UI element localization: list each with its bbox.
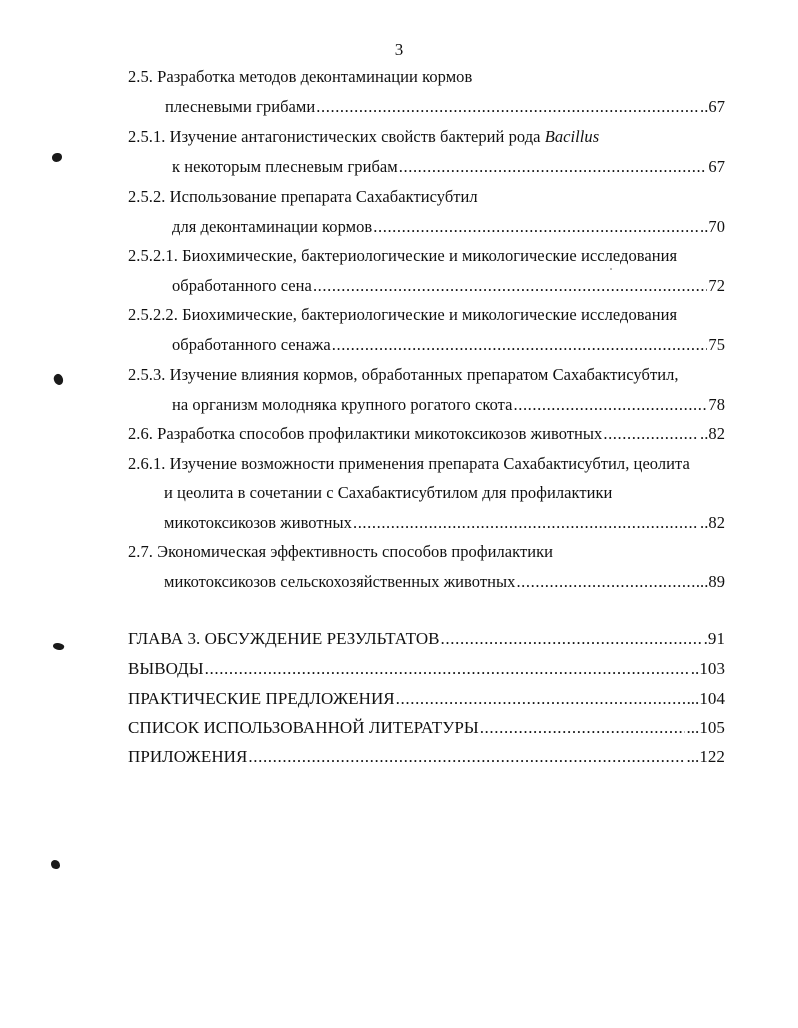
toc-page-number: ...105 — [686, 718, 725, 737]
dot-leader — [316, 97, 699, 117]
toc-chapter-title: ГЛАВА 3. ОБСУЖДЕНИЕ РЕЗУЛЬТАТОВ — [128, 629, 440, 648]
binder-hole-mark — [52, 641, 65, 651]
toc-entry-2-7-cont[interactable] — [164, 572, 725, 592]
toc-entry-2-5-2-1-title: 2.5.2.1. Биохимические, бактериологические и микологические исследования — [128, 246, 678, 265]
toc-page-number: 75 — [708, 335, 725, 354]
toc-entry-2-5-1-title — [128, 127, 599, 147]
dot-leader — [353, 513, 699, 533]
toc-chapter-conclusions[interactable] — [128, 659, 725, 679]
toc-entry-2-6-1-line2: и цеолита в сочетании с Сахабактисубтилом для профилактики — [164, 483, 613, 502]
toc-chapter-title: ВЫВОДЫ — [128, 659, 204, 678]
toc-entry-text: 2.6. Разработка способов профилактики микотоксикозов животных — [128, 424, 603, 443]
toc-entry-text: микотоксикозов животных — [164, 513, 352, 532]
toc-page-number: ..82 — [700, 424, 725, 443]
toc-entry-text: на организм молодняка крупного рогатого скота — [172, 395, 513, 414]
toc-page-number: ...122 — [686, 747, 725, 766]
toc-chapter-title: СПИСОК ИСПОЛЬЗОВАННОЙ ЛИТЕРАТУРЫ — [128, 718, 479, 737]
toc-page-number: 72 — [708, 276, 725, 295]
scan-speck — [610, 268, 612, 270]
dot-leader — [603, 424, 699, 444]
dot-leader — [480, 718, 686, 738]
toc-entry-text: плесневыми грибами — [165, 97, 316, 116]
toc-entry-text: 2.5.1. Изучение антагонистических свойств бактерий рода — [128, 127, 545, 146]
toc-page-number: ..82 — [700, 513, 725, 532]
toc-page-number: ..104 — [690, 689, 725, 708]
toc-entry-text: микотоксикозов сельскохозяйственных животных — [164, 572, 516, 591]
toc-page-number: ..70 — [700, 217, 725, 236]
toc-entry-2-6[interactable] — [128, 424, 725, 444]
toc-page-number: 67 — [708, 157, 725, 176]
toc-entry-2-5-1-cont[interactable] — [172, 157, 725, 177]
toc-entry-text: обработанного сена — [172, 276, 312, 295]
toc-entry-2-5-3-cont[interactable] — [172, 395, 725, 415]
toc-entry-italic: Bacillus — [544, 127, 600, 146]
dot-leader — [205, 659, 690, 679]
dot-leader — [396, 689, 690, 709]
dot-leader — [441, 629, 703, 649]
dot-leader — [313, 276, 707, 296]
dot-leader — [514, 395, 708, 415]
toc-entry-2-5-2-cont[interactable] — [172, 217, 725, 237]
toc-chapter-practical[interactable] — [128, 689, 725, 709]
toc-entry-text: обработанного сенажа — [172, 335, 331, 354]
toc-page-number: 78 — [708, 395, 725, 414]
toc-entry-2-6-1-title: 2.6.1. Изучение возможности применения препарата Сахабактисубтил, цеолита — [128, 454, 690, 473]
toc-page-number: ..67 — [700, 97, 725, 116]
toc-page-number: .91 — [703, 629, 725, 648]
page-number: 3 — [394, 40, 404, 59]
toc-page-number: ...89 — [695, 572, 725, 591]
toc-entry-2-5-2-2-cont[interactable] — [172, 335, 725, 355]
toc-entry-2-7-title: 2.7. Экономическая эффективность способов профилактики — [128, 542, 554, 561]
toc-chapter-appendices[interactable] — [128, 747, 725, 767]
toc-entry-2-5-title: 2.5. Разработка методов деконтаминации кормов — [128, 67, 473, 86]
dot-leader — [248, 747, 685, 767]
dot-leader — [373, 217, 699, 237]
toc-chapter-references[interactable] — [128, 718, 725, 738]
toc-entry-text: к некоторым плесневым грибам — [172, 157, 398, 176]
toc-chapter-title: ПРАКТИЧЕСКИЕ ПРЕДЛОЖЕНИЯ — [128, 689, 395, 708]
binder-hole-mark — [51, 860, 60, 869]
toc-entry-2-5-3-title: 2.5.3. Изучение влияния кормов, обработанных препаратом Сахабактисубтил, — [128, 365, 679, 384]
toc-chapter-title: ПРИЛОЖЕНИЯ — [128, 747, 248, 766]
toc-entry-2-5-2-title: 2.5.2. Использование препарата Сахабактисубтил — [128, 187, 478, 206]
toc-entry-2-5-2-2-title: 2.5.2.2. Биохимические, бактериологические и микологические исследования — [128, 305, 678, 324]
binder-hole-mark — [52, 372, 65, 386]
toc-entry-2-5-2-1-cont[interactable] — [172, 276, 725, 296]
toc-entry-text: для деконтаминации кормов — [172, 217, 373, 236]
dot-leader — [399, 157, 708, 177]
toc-entry-2-6-1-cont[interactable] — [164, 513, 725, 533]
toc-page-number: ..103 — [690, 659, 725, 678]
toc-chapter-3[interactable] — [128, 629, 725, 649]
toc-entry-2-5-cont[interactable] — [165, 97, 725, 117]
binder-hole-mark — [52, 153, 62, 162]
dot-leader — [332, 335, 708, 355]
dot-leader — [516, 572, 694, 592]
